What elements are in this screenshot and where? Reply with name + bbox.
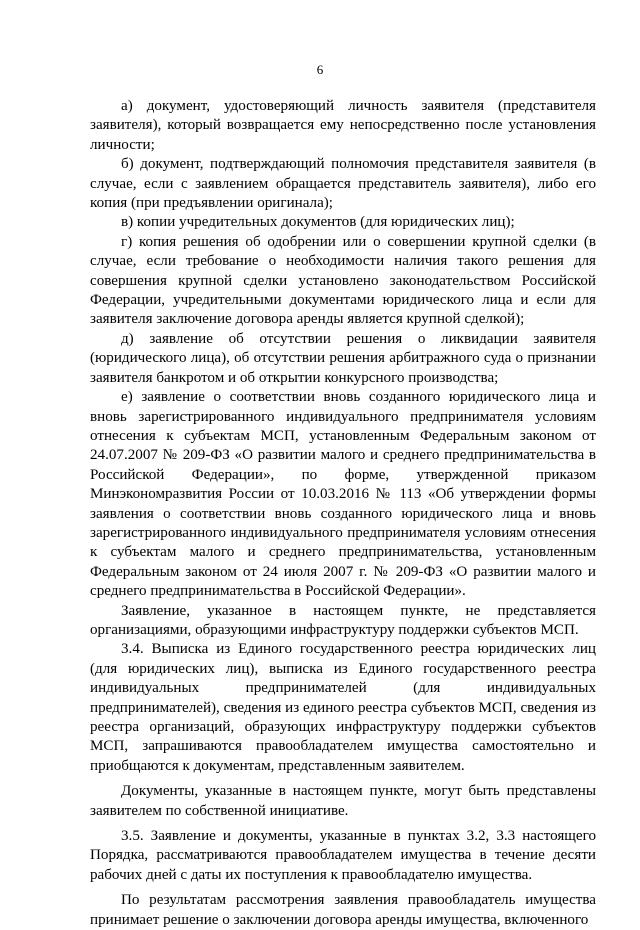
paragraph-documents-note: Документы, указанные в настоящем пункте, могут быть представлены заявителем по собственной инициативе.	[90, 783, 596, 819]
paragraph-item-d: д) заявление об отсутствии решения о ликвидации заявителя (юридического лица), об отсутствии решения арбитражного суда о признании заявителя банкротом и об открытии конкурсного производства;	[90, 330, 596, 386]
document-body	[90, 97, 596, 930]
paragraph-review-result: По результатам рассмотрения заявления правообладатель имущества принимает решение о заключении договора аренды имущества, включенного	[90, 892, 596, 928]
paragraph-item-g: г) копия решения об одобрении или о совершении крупной сделки (в случае, если требование о необходимости наличия такого решения для совершения крупной сделки установлено законодательством Российской Федерации, учредительными документами юридического лица и если для заявителя заключение договора аренды является крупной сделкой);	[90, 233, 596, 328]
paragraph-statement-note: Заявление, указанное в настоящем пункте, не представляется организациями, образующими инфраструктуру поддержки субъектов МСП.	[90, 602, 596, 638]
paragraph-item-b: б) документ, подтверждающий полномочия представителя заявителя (в случае, если с заявлением обращается представитель заявителя), либо его копия (при предъявлении оригинала);	[90, 156, 596, 212]
paragraph-section-3-5: 3.5. Заявление и документы, указанные в пунктах 3.2, 3.3 настоящего Порядка, рассматриваются правообладателем имущества в течение десяти рабочих дней с даты их поступления к правообладателю имущества.	[90, 828, 596, 883]
page-number: 6	[316, 62, 324, 77]
paragraph-item-v: в) копии учредительных документов (для юридических лиц);	[121, 214, 515, 231]
paragraph-item-a: а) документ, удостоверяющий личность заявителя (представителя заявителя), который возвращается ему непосредственно после установления личности;	[90, 98, 596, 153]
paragraph-item-e: е) заявление о соответствии вновь созданного юридического лица и вновь зарегистрированного индивидуального предпринимателя условиям отнесения к субъектам МСП, установленным Федеральным законом от 24.07.2007 № 209-ФЗ «О развитии малого и среднего предпринимательства в Российской Федерации», по форме, утвержденной приказом Минэкономразвития России от 10.03.2016 № 113 «Об утверждении формы заявления о соответствии вновь созданного юридического лица и вновь зарегистрированного индивидуального предпринимателя условиям отнесения к субъектам малого и среднего предпринимательства, установленным Федеральным законом от 24 июля 2007 г. № 209-ФЗ «О развитии малого и среднего предпринимательства в Российской Федерации».	[90, 389, 596, 600]
paragraph-section-3-4: 3.4. Выписка из Единого государственного реестра юридических лиц (для юридических лиц), выписка из Единого государственного реестра индивидуальных предпринимателей (для индивидуальных предпринимателей), сведения из единого реестра субъектов МСП, сведения из реестра организаций, образующих инфраструктуру поддержки субъектов МСП, запрашиваются правообладателем имущества самостоятельно и приобщаются к документам, представленным заявителем.	[90, 641, 596, 774]
